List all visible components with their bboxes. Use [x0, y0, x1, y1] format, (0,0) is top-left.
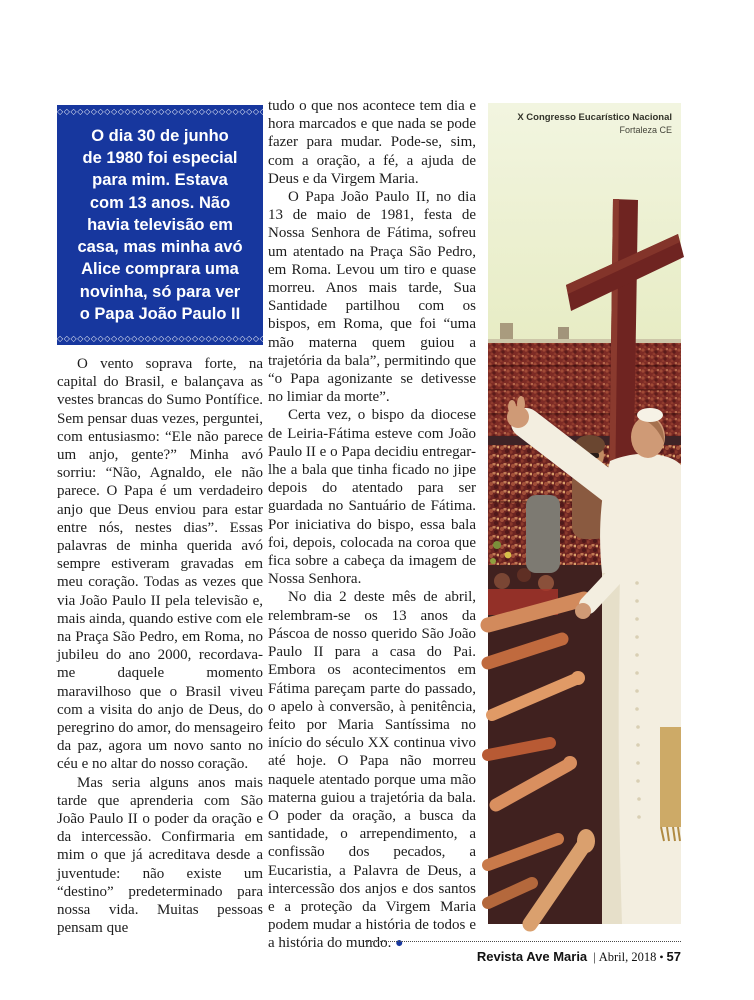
paragraph-col2-4	[268, 588, 476, 952]
stadium-tower	[500, 323, 513, 341]
photo-caption-location: Fortaleza CE	[619, 125, 672, 135]
footer-bullet: •	[659, 950, 664, 964]
pope-photo-art	[488, 103, 681, 924]
stadium-tower	[558, 327, 569, 341]
diamond-border-top: ◇◇◇◇◇◇◇◇◇◇◇◇◇◇◇◇◇◇◇◇◇◇◇◇◇◇◇◇◇◇◇◇◇◇	[57, 107, 287, 116]
footer-separator: |	[593, 950, 596, 964]
issue-date: Abril, 2018	[598, 950, 657, 964]
text-column-1	[57, 355, 263, 938]
diamond-border-bottom: ◇◇◇◇◇◇◇◇◇◇◇◇◇◇◇◇◇◇◇◇◇◇◇◇◇◇◇◇◇◇◇◇◇◇	[57, 334, 287, 343]
paragraph-col2-2: O Papa João Paulo II, no dia 13 de maio de 1981, festa de Nossa Senhora de Fátima, sofreu um atentado na Praça São Pedro, em Roma. Levou um tiro e quase morreu. Anos mais tarde, Sua Santidade partilhou com os bispos, em Roma, que foi “uma mão materna quem guiou a trajetória da bala”, permitindo que “o Papa agonizante se detivesse no limiar da morte”.	[268, 189, 476, 406]
pull-quote-box	[57, 105, 287, 345]
paragraph-col1-1: O vento soprava forte, na capital do Brasil, e balançava as vestes brancas do Sumo Pontífice. Sem pensar duas vezes, perguntei, com entusiasmo: “Ele não parece um anjo, gente?” Minha avó sorriu: “Não, Agnaldo, ele não parece. O Papa é um verdadeiro anjo que Deus enviou para estar entre nós, nestes dias”. Essas palavras de minha querida avó sempre estiveram gravadas em meu coração. Todas as vezes que via João Paulo II pela televisão e, mais ainda, quando estive com ele na Praça São Pedro, em Roma, no jubileu do ano 2000, recordava-me daquele momento maravilhoso que o Brasil viveu com a visita do anjo de Deus, do peregrino do amor, do mensageiro da paz, agora um novo santo no céu e no altar do nosso coração.	[57, 356, 263, 773]
paragraph-col1-2: Mas seria alguns anos mais tarde que aprenderia com São João Paulo II o poder da oração e da intercessão. Confirmaria em mim o que já acreditava desde a juventude: não existe um “destino” predeterminado para nossa vida. Muitas pessoas pensam que	[57, 774, 263, 937]
photo-caption-title: X Congresso Eucarístico Nacional	[517, 112, 672, 123]
magazine-name: Revista Ave Maria	[476, 949, 588, 964]
end-mark: ●	[395, 936, 404, 952]
pope-photo	[488, 103, 681, 924]
text-column-2	[268, 97, 476, 953]
page-number: 57	[666, 949, 681, 964]
paragraph-text: No dia 2 deste mês de abril, relembram-se os 13 anos da Páscoa de nosso querido São João Paulo II para a casa do Pai. Embora os acontecimentos em Fátima pareçam parte do passado, o apelo à conversão, à penitência, feito por Maria Santíssima no início do século XX continua vivo até hoje. O Papa não morreu naquele atentado porque uma mão materna guiou a trajetória da bala. O poder da oração, a busca da santidade, o arrependimento, a confissão dos pecados, a Eucaristia, a Palavra de Deus, a intercessão dos anjos e dos santos e a proteção da Virgem Maria podem mudar a história de todos e a história do mundo.	[268, 589, 476, 952]
pope-zucchetto	[637, 408, 663, 422]
paragraph-col2-1: tudo o que nos acontece tem dia e hora marcados e que nada se pode fazer para mudar. Pode-se, sim, com a oração, a fé, a ajuda de Deus e da Virgem Maria.	[268, 98, 476, 187]
pope-stole	[660, 727, 681, 827]
page-footer	[365, 941, 681, 966]
photo-caption	[517, 112, 672, 136]
pull-quote-text: O dia 30 de junho de 1980 foi especial para mim. Estava com 13 anos. Não havia televisão em casa, mas minha avó Alice comprara uma novinha, só para ver o Papa João Paulo II	[77, 126, 243, 324]
photo-sky	[488, 103, 681, 346]
pope-head	[631, 416, 665, 458]
paragraph-col2-3: Certa vez, o bispo da diocese de Leiria-Fátima esteve com João Paulo II e o Papa decidiu entregar-lhe a bala que tinha ficado no jipe depois do atentado para ser guardada no Santuário de Fátima. Por iniciativa do bispo, essa bala foi, depois, colocada na coroa que fica sobre a cabeça da imagem de Nossa Senhora.	[268, 407, 476, 588]
